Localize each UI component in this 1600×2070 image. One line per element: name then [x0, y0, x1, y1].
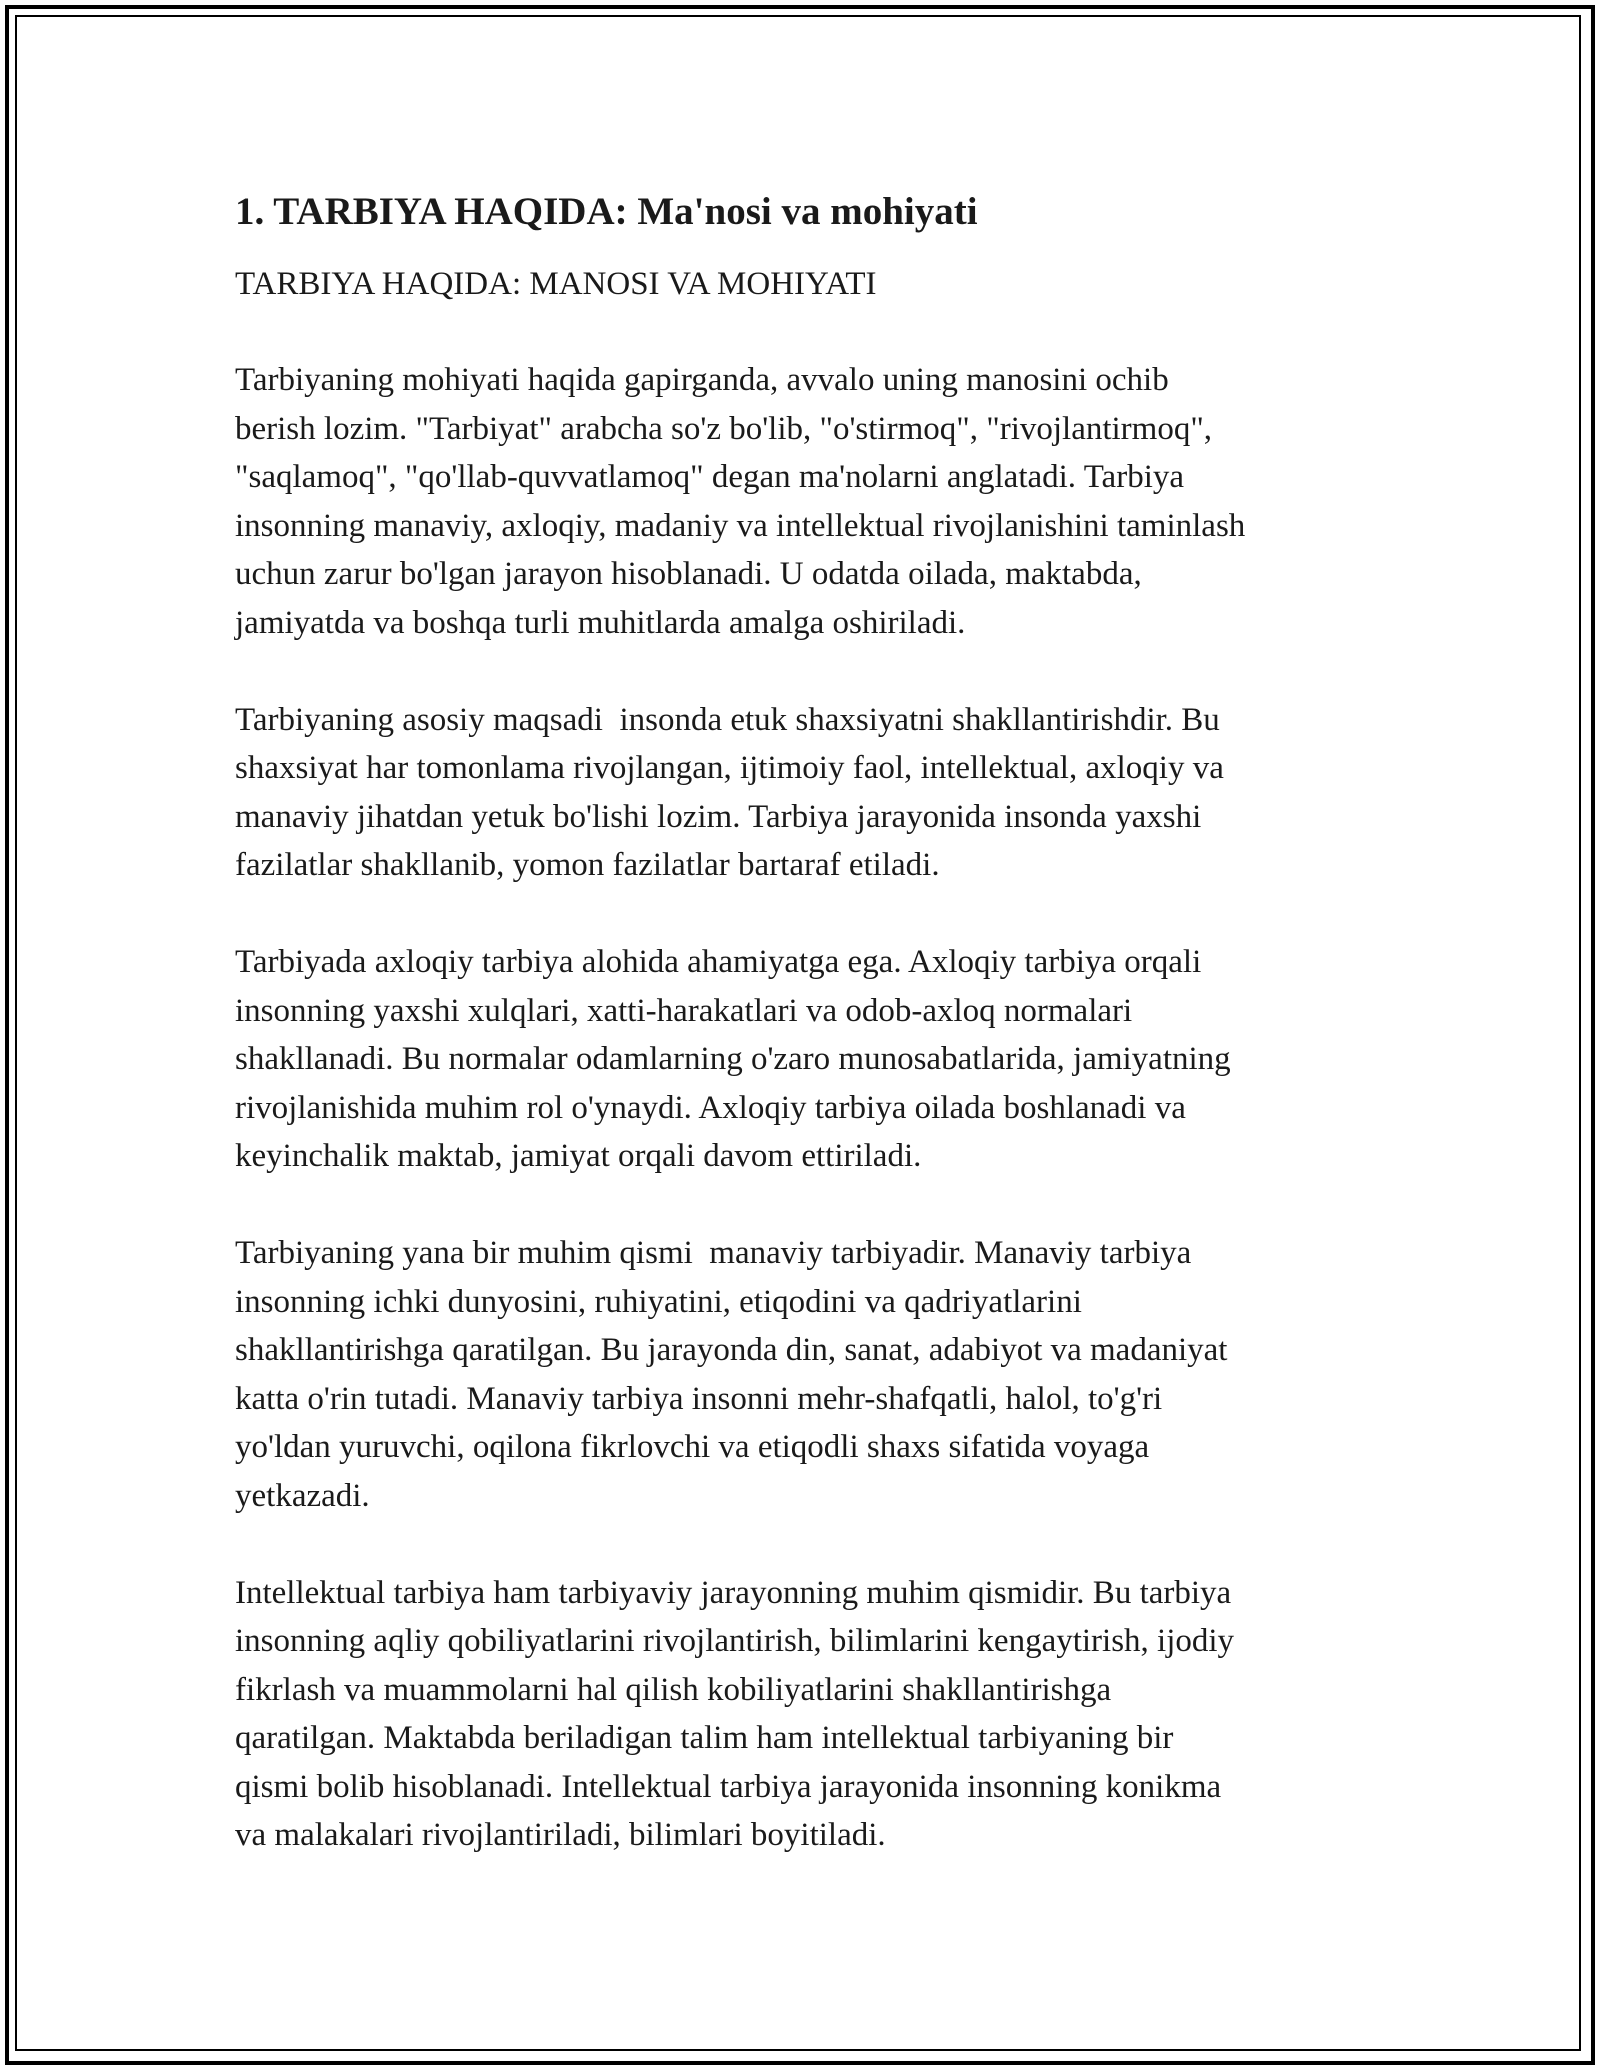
paragraph-line: berish lozim. "Tarbiyat" arabcha so'z bo'lib, "o'stirmoq", "rivojlantirmoq",	[235, 410, 1213, 447]
paragraph-line: insonning manaviy, axloqiy, madaniy va intellektual rivojlanishini taminlash	[235, 507, 1246, 544]
paragraph-line: insonning aqliy qobiliyatlarini rivojlantirish, bilimlarini kengaytirish, ijodiy	[235, 1623, 1235, 1659]
paragraph-4	[235, 1229, 1385, 1520]
paragraph-line: yetkazadi.	[235, 1477, 370, 1514]
paragraph-line: uchun zarur bo'lgan jarayon hisoblanadi. U odatda oilada, maktabda,	[235, 556, 1142, 592]
paragraph-line: insonning yaxshi xulqlari, xatti-harakatlari va odob-axloq normalari	[235, 992, 1133, 1029]
paragraph-line: fikrlash va muammolarni hal qilish kobiliyatlarini shakllantirishga	[235, 1671, 1112, 1708]
paragraph-line: Intellektual tarbiya ham tarbiyaviy jarayonning muhim qismidir. Bu tarbiya	[235, 1574, 1232, 1611]
document-title: 1. TARBIYA HAQIDA: Ma'nosi va mohiyati	[235, 190, 978, 233]
paragraph-line: Tarbiyaning mohiyati haqida gapirganda, avvalo uning manosini ochib	[235, 362, 1169, 398]
paragraph-line: jamiyatda va boshqa turli muhitlarda amalga oshiriladi.	[235, 604, 966, 641]
paragraph-line: fazilatlar shakllanib, yomon fazilatlar bartaraf etiladi.	[235, 847, 940, 883]
paragraph-line: qaratilgan. Maktabda beriladigan talim ham intellektual tarbiyaning bir	[235, 1720, 1174, 1756]
document-body	[235, 188, 1385, 1908]
paragraph-line: rivojlanishida muhim rol o'ynaydi. Axloqiy tarbiya oilada boshlanadi va	[235, 1089, 1186, 1126]
paragraph-line: "saqlamoq", "qo'llab-quvvatlamoq" degan ma'nolarni anglatadi. Tarbiya	[235, 459, 1185, 495]
paragraph-line: manaviy jihatdan yetuk bo'lishi lozim. Tarbiya jarayonida insonda yaxshi	[235, 798, 1202, 835]
paragraph-line: insonning ichki dunyosini, ruhiyatini, etiqodini va qadriyatlarini	[235, 1283, 1082, 1320]
paragraph-line: shaxsiyat har tomonlama rivojlangan, ijtimoiy faol, intellektual, axloqiy va	[235, 750, 1224, 786]
paragraph-line: keyinchalik maktab, jamiyat orqali davom ettiriladi.	[235, 1138, 922, 1174]
paragraph-line: shakllantirishga qaratilgan. Bu jarayonda din, sanat, adabiyot va madaniyat	[235, 1332, 1228, 1368]
paragraph-5	[235, 1569, 1385, 1860]
paragraph-line: katta o'rin tutadi. Manaviy tarbiya insonni mehr-shafqatli, halol, to'g'ri	[235, 1380, 1163, 1417]
paragraph-line: shakllanadi. Bu normalar odamlarning o'zaro munosabatlarida, jamiyatning	[235, 1041, 1231, 1077]
paragraph-3	[235, 938, 1385, 1181]
paragraph-line: Tarbiyada axloqiy tarbiya alohida ahamiyatga ega. Axloqiy tarbiya orqali	[235, 944, 1202, 980]
paragraph-1	[235, 356, 1385, 647]
paragraph-line: qismi bolib hisoblanadi. Intellektual tarbiya jarayonida insonning konikma	[235, 1768, 1222, 1805]
paragraph-line: Tarbiyaning yana bir muhim qismi manaviy tarbiyadir. Manaviy tarbiya	[235, 1235, 1192, 1271]
paragraph-line: Tarbiyaning asosiy maqsadi insonda etuk shaxsiyatni shakllantirishdir. Bu	[235, 701, 1220, 738]
paragraph-2	[235, 696, 1385, 890]
document-subtitle: TARBIYA HAQIDA: MANOSI VA MOHIYATI	[235, 266, 877, 302]
paragraph-line: yo'ldan yuruvchi, oqilona fikrlovchi va etiqodli shaxs sifatida voyaga	[235, 1429, 1150, 1465]
paragraph-line: va malakalari rivojlantiriladi, bilimlari boyitiladi.	[235, 1817, 886, 1853]
